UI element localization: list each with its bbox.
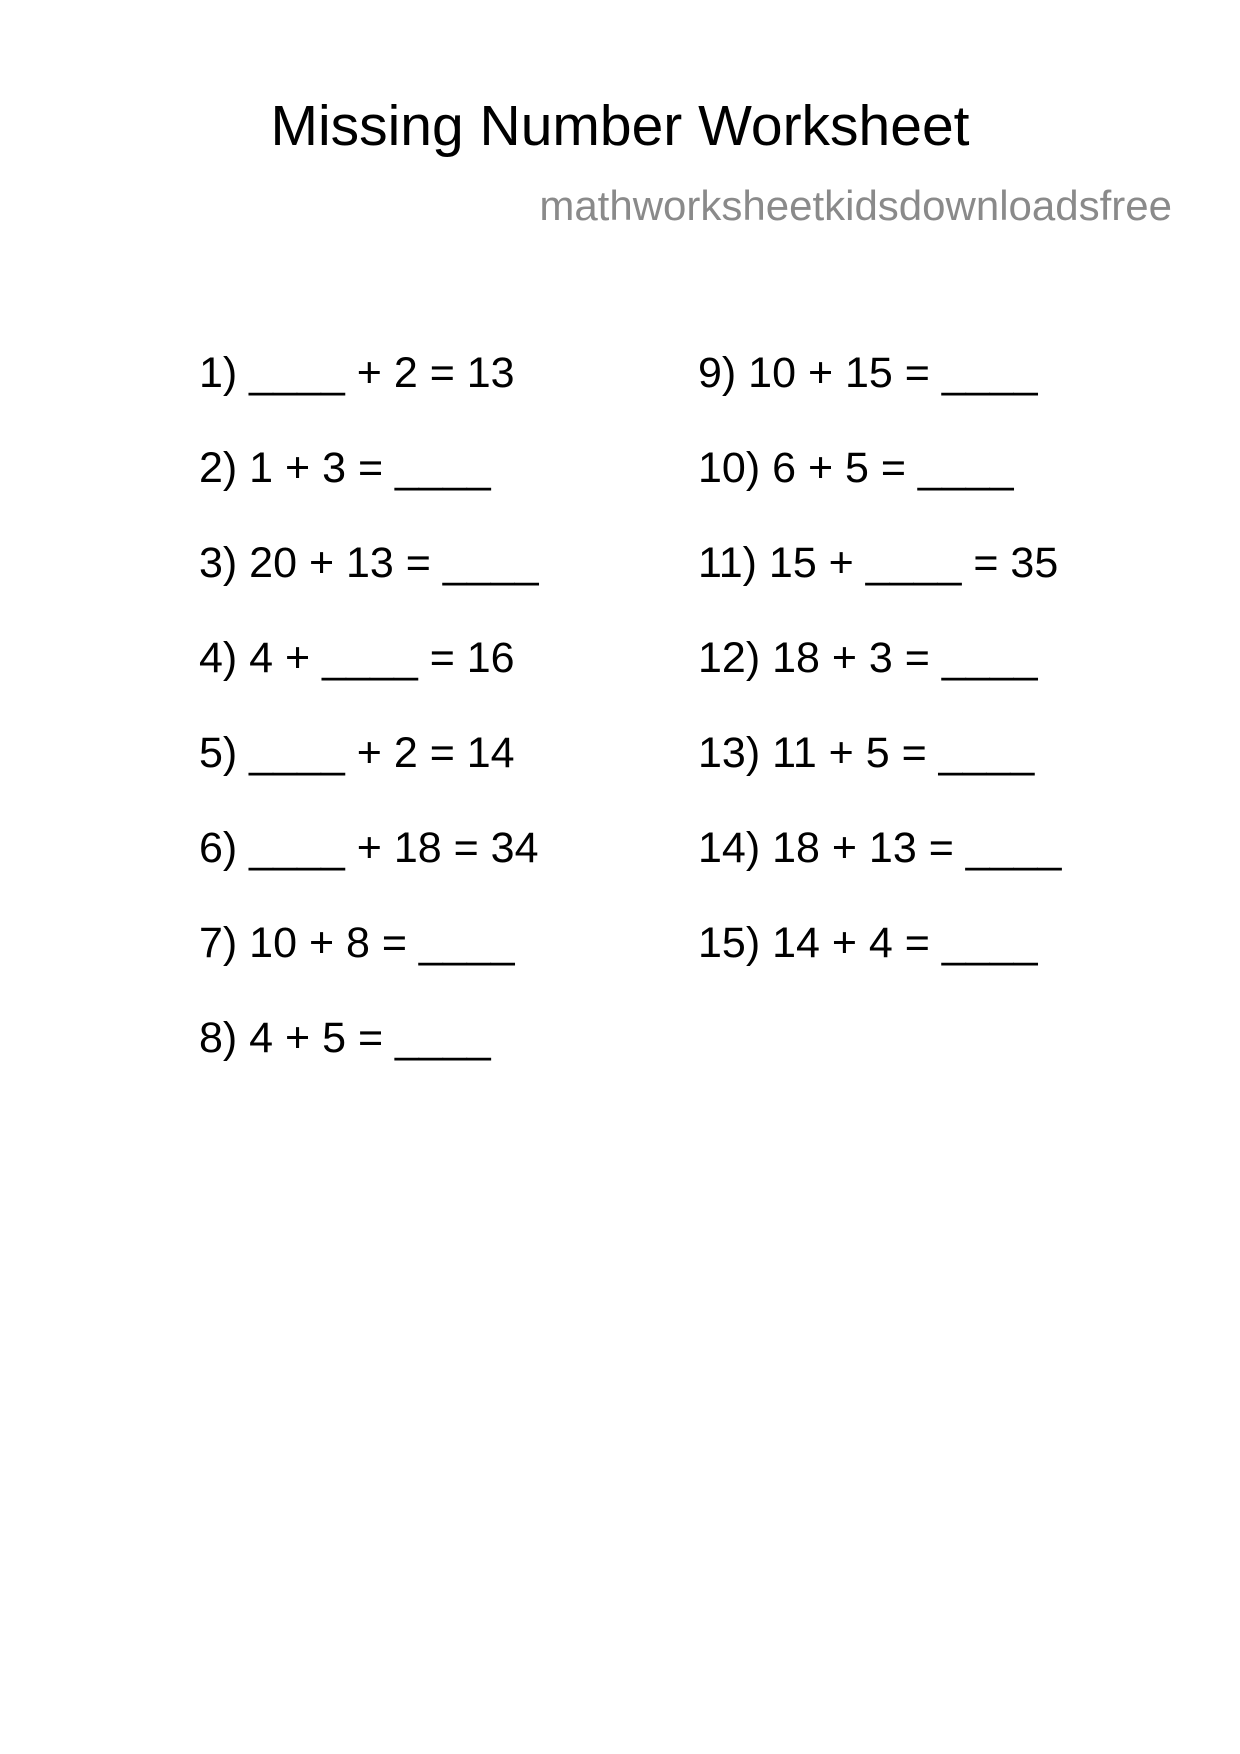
problem-item: 10) 6 + 5 = ____ xyxy=(698,444,1014,492)
problem-item: 5) ____ + 2 = 14 xyxy=(199,729,515,777)
problem-item: 1) ____ + 2 = 13 xyxy=(199,349,515,397)
problem-item: 11) 15 + ____ = 35 xyxy=(698,539,1059,587)
problem-item: 8) 4 + 5 = ____ xyxy=(199,1014,491,1062)
problem-item: 6) ____ + 18 = 34 xyxy=(199,824,539,872)
problem-item: 7) 10 + 8 = ____ xyxy=(199,919,515,967)
problem-item: 4) 4 + ____ = 16 xyxy=(199,634,515,682)
problem-item: 13) 11 + 5 = ____ xyxy=(698,729,1035,777)
problem-item: 12) 18 + 3 = ____ xyxy=(698,634,1038,682)
problem-item: 2) 1 + 3 = ____ xyxy=(199,444,491,492)
problem-item: 9) 10 + 15 = ____ xyxy=(698,349,1038,397)
problem-item: 14) 18 + 13 = ____ xyxy=(698,824,1062,872)
problem-list-right xyxy=(698,345,1061,1010)
problem-item: 3) 20 + 13 = ____ xyxy=(199,539,539,587)
problem-item: 15) 14 + 4 = ____ xyxy=(698,919,1038,967)
page-title: Missing Number Worksheet xyxy=(270,94,970,158)
problem-list-left xyxy=(199,345,539,1105)
source-watermark: mathworksheetkidsdownloadsfree xyxy=(539,182,1172,229)
